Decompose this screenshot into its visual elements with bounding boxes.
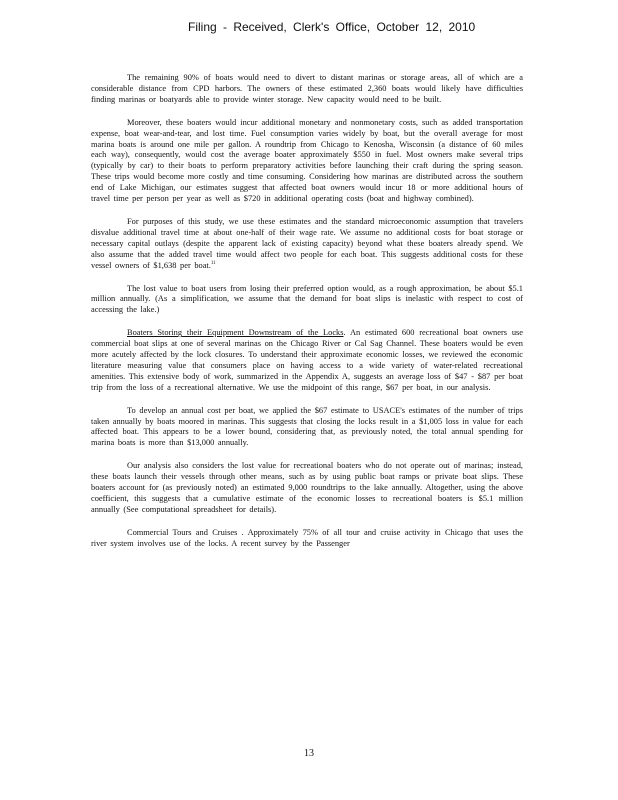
paragraph-1: The remaining 90% of boats would need to divert to distant marinas or storage areas, all of which are a considerable distance from CPD harbors. The owners of these estimated 2,360 boats would likely have difficulties finding marinas or boatyards able to provide winter storage. New capacity would need to be built. xyxy=(91,73,523,104)
paragraph-7: Our analysis also considers the lost value for recreational boaters who do not operate out of marinas; instead, these boats launch their vessels through other means, such as by using public boat ramps or private boat slips. These boaters account for (as previously noted) an estimated 9,000 roundtrips to the lake annually. Altogether, using the above coefficient, this suggests that a cumulative estimate of the economic losses to recreational boaters is $5.1 million annually (See computational spreadsheet for details). xyxy=(91,461,523,514)
page-number: 13 xyxy=(304,748,314,759)
paragraph-5: Boaters Storing their Equipment Downstream of the Locks. An estimated 600 recreational boat owners use commercial boat slips at one of several marinas on the Chicago River or Cal Sag Channel. These boaters would be even more acutely affected by the lock closures. To understand their approximate economic losses, we reviewed the economic literature measuring value that consumers place on having access to a wide variety of water-related recreational amenities. This extensive body of work, summarized in the Appendix A, suggests an average loss of $47 - $87 per boat trip from the loss of a recreational alternative. We use the midpoint of this range, $67 per boat, in our analysis. xyxy=(91,328,523,392)
paragraph-8: Commercial Tours and Cruises . Approximately 75% of all tour and cruise activity in Chicago that uses the river system involves use of the locks. A recent survey by the Passenger xyxy=(91,527,523,548)
paragraph-6: To develop an annual cost per boat, we applied the $67 estimate to USACE's estimates of the number of trips taken annually by boats moored in marinas. This suggests that closing the locks result in a $1,005 loss in value for each affected boat. This appears to be a lower bound, considering that, as previously noted, the total annual spending for marina boats is more than $13,000 annually. xyxy=(91,405,523,448)
footnote-ref: 11 xyxy=(210,260,216,266)
document-body xyxy=(91,73,523,562)
paragraph-4: The lost value to boat users from losing their preferred option would, as a rough approximation, be about $5.1 million annually. (As a simplification, we assume that the demand for boat slips is inelastic with respect to cost of accessing the lake.) xyxy=(91,283,523,315)
filing-header: Filing - Received, Clerk's Office, October 12, 2010 xyxy=(188,20,476,34)
paragraph-2: Moreover, these boaters would incur additional monetary and nonmonetary costs, such as added transportation expense, boat wear-and-tear, and lost time. Fuel consumption varies widely by boat, but the overall average for most marina boats is around one mile per gallon. A roundtrip from Chicago to Kenosha, Wisconsin (a distance of 60 miles each way), consequently, would cost the average boater approximately $550 in fuel. Most owners make several trips (typically by car) to their boats to perform preparatory activities before launching their craft during the spring season. These trips would become more costly and time consuming. Considering how marinas are distributed across the southern end of Lake Michigan, our estimates suggest that affected boat owners would incur 18 or more additional hours of travel time per person per year as well as $720 in additional operating costs (boat and highway combined). xyxy=(91,117,523,204)
section-lead: Boaters Storing their Equipment Downstream of the Locks xyxy=(127,328,344,338)
paragraph-3: For purposes of this study, we use these estimates and the standard microeconomic assumption that travelers disvalue additional travel time at about one-half of their wage rate. We assume no additional costs for boat storage or necessary capital outlays (despite the apparent lack of existing capacity) beyond what these boaters already spend. We also assume that the added travel time would affect two people for each boat. This suggests additional costs for these vessel owners of $1,638 per boat.$^{11}$ xyxy=(91,216,523,270)
